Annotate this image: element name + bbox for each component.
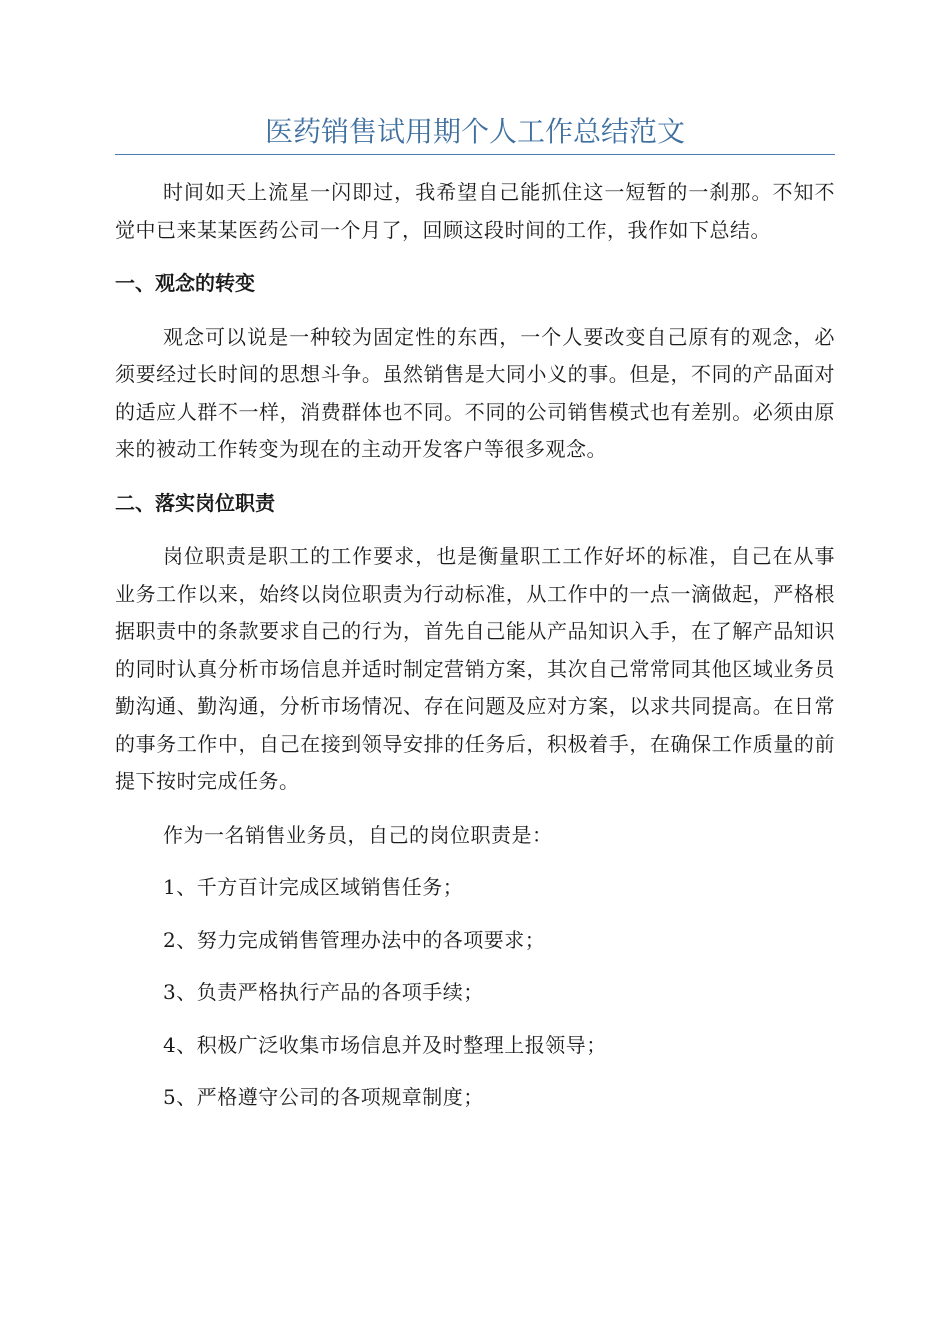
document-body	[115, 174, 835, 1117]
list-item: 3、负责严格执行产品的各项手续；	[163, 980, 484, 1004]
section-body-1: 观念可以说是一种较为固定性的东西，一个人要改变自己原有的观念，必须要经过长时间的思想斗争。虽然销售是大同小义的事。但是，不同的产品面对的适应人群不一样，消费群体也不同。不同的公司销售模式也有差别。必须由原来的被动工作转变为现在的主动开发客户等很多观念。	[115, 324, 835, 461]
title-underline	[115, 154, 835, 155]
duties-intro: 作为一名销售业务员，自己的岗位职责是：	[163, 822, 553, 847]
list-item: 5、严格遵守公司的各项规章制度；	[163, 1085, 484, 1109]
section-body-2: 岗位职责是职工的工作要求，也是衡量职工工作好坏的标准，自己在从事业务工作以来，始终以岗位职责为行动标准，从工作中的一点一滴做起，严格根据职责中的条款要求自己的行为，首先自己能从产品知识入手，在了解产品知识的同时认真分析市场信息并适时制定营销方案，其次自己常常同其他区域业务员勤沟通、勤沟通，分析市场情况、存在问题及应对方案，以求共同提高。在日常的事务工作中，自己在接到领导安排的任务后，积极着手，在确保工作质量的前提下按时完成任务。	[115, 544, 835, 793]
intro-paragraph: 时间如天上流星一闪即过，我希望自己能抓住这一短暂的一刹那。不知不觉中已来某某医药公司一个月了，回顾这段时间的工作，我作如下总结。	[115, 180, 835, 242]
section-heading-2: 二、落实岗位职责	[115, 490, 275, 515]
list-item: 4、积极广泛收集市场信息并及时整理上报领导；	[163, 1032, 607, 1057]
list-item: 1、千方百计完成区域销售任务；	[163, 875, 464, 899]
document-title: 医药销售试用期个人工作总结范文	[264, 115, 685, 148]
list-item: 2、努力完成销售管理办法中的各项要求；	[163, 927, 546, 952]
section-heading-1: 一、观念的转变	[115, 271, 255, 295]
